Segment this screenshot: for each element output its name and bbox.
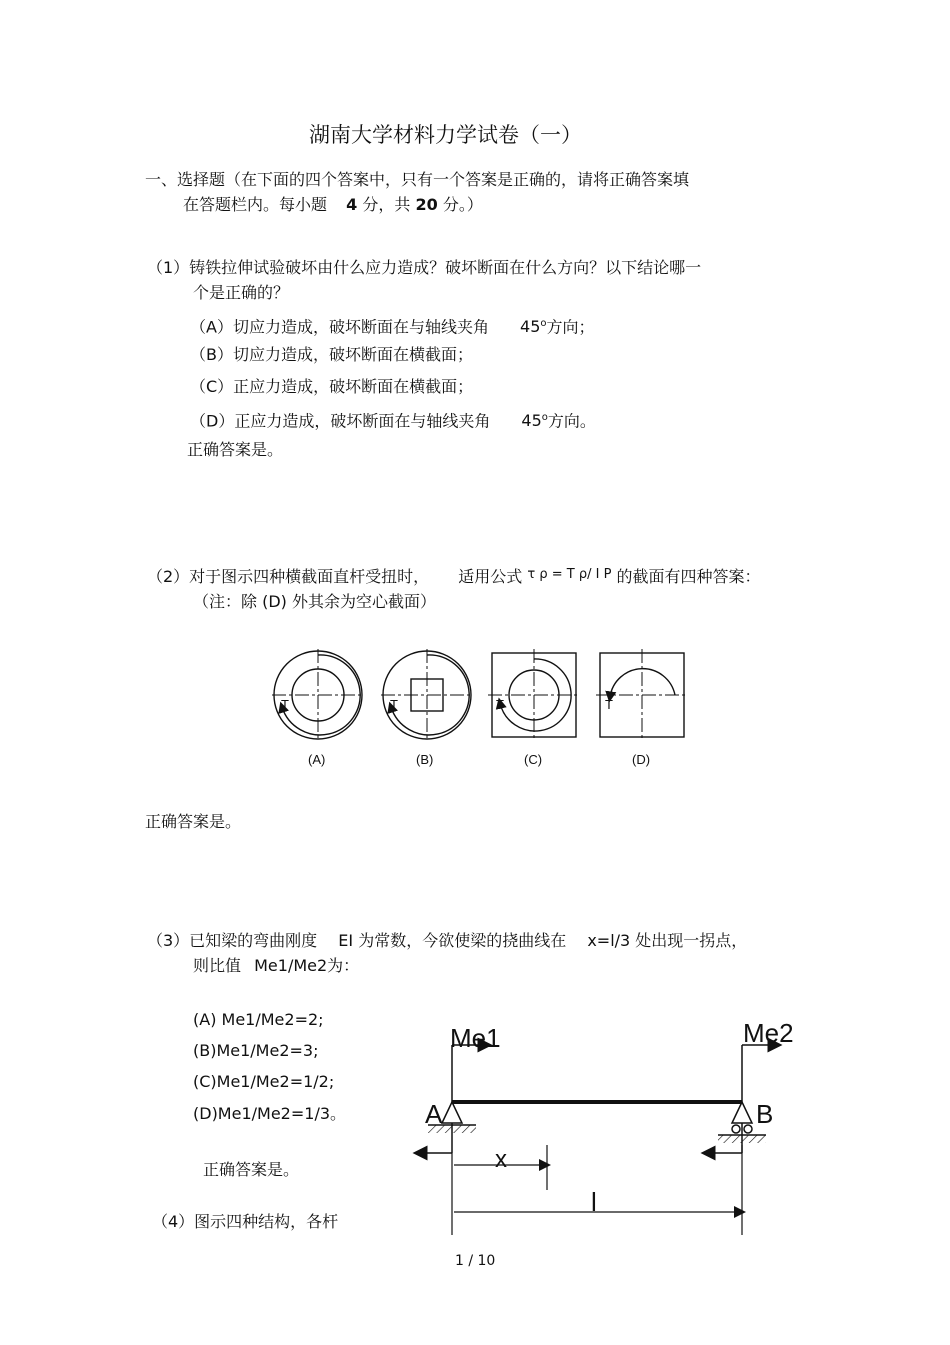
q1-stem-line2: 个是正确的？	[193, 283, 290, 302]
q1-answer: 正确答案是。	[187, 440, 284, 459]
torsion-formula: τ ρ = T ρ/ I P	[527, 567, 612, 582]
text: （A）切应力造成，破坏断面在与轴线夹角	[190, 317, 489, 337]
q2-note: （注：除 (D) 外其余为空心截面）	[193, 592, 436, 611]
text: （3）已知梁的弯曲刚度	[147, 931, 318, 950]
q3-option-b: (B)Me1/Me2=3;	[193, 1041, 319, 1060]
text: 方向；	[546, 317, 595, 337]
q1-stem: （1）铸铁拉伸试验破坏由什么应力造成？破坏断面在什么方向？以下结论哪一	[147, 258, 702, 277]
q1-option-a	[190, 314, 595, 337]
section-heading: 一、选择题（在下面的四个答案中，只有一个答案是正确的，请将正确答案填	[145, 170, 690, 189]
q3-stem-line2	[193, 956, 359, 976]
x-position: x=l/3	[587, 931, 631, 950]
torque-label: T	[496, 697, 504, 712]
q3-option-c: (C)Me1/Me2=1/2;	[193, 1072, 335, 1091]
q3-answer: 正确答案是。	[203, 1160, 300, 1179]
text: 的截面有四种答案：	[616, 567, 761, 586]
ratio: Me1/Me2	[254, 956, 328, 975]
text: 为：	[327, 956, 360, 975]
me2-label: Me2	[743, 1018, 794, 1048]
me1-label: Me1	[450, 1023, 501, 1053]
torque-label: T	[605, 697, 613, 712]
x-label: x	[495, 1146, 507, 1173]
angle: 45	[521, 411, 542, 431]
degree: o	[540, 318, 547, 329]
ei-symbol: EI	[338, 931, 354, 950]
q3-option-a: (A) Me1/Me2=2;	[193, 1010, 324, 1029]
section-b-diagram	[381, 649, 473, 741]
page-title: 湖南大学材料力学试卷（一）	[309, 123, 582, 147]
q1-option-c: （C）正应力造成，破坏断面在横截面；	[190, 377, 474, 396]
degree: o	[541, 412, 548, 423]
q1-option-d	[190, 408, 596, 431]
caption-c: (C)	[524, 752, 543, 767]
support-a-label: A	[425, 1099, 443, 1129]
points: 4	[346, 195, 358, 214]
text: 方向。	[547, 411, 596, 431]
l-label: l	[591, 1187, 597, 1217]
text: （2）对于图示四种横截面直杆受扭时，	[147, 567, 430, 586]
q3-stem	[147, 931, 747, 951]
caption-a: (A)	[308, 752, 326, 767]
cross-sections-figure	[270, 645, 700, 775]
section-a-diagram	[272, 649, 364, 741]
text: 适用公式	[458, 567, 523, 586]
q1-option-b: （B）切应力造成，破坏断面在横截面；	[190, 345, 473, 364]
section-d-diagram	[596, 649, 688, 741]
torque-label: T	[281, 697, 289, 712]
support-b-label: B	[756, 1099, 774, 1129]
text: 则比值	[193, 956, 242, 975]
text: 分。）	[442, 195, 483, 214]
caption-d: (D)	[632, 752, 651, 767]
angle: 45	[520, 317, 541, 337]
text: 为常数，今欲使梁的挠曲线在	[358, 931, 567, 950]
text: （D）正应力造成，破坏断面在与轴线夹角	[190, 411, 491, 431]
beam-figure	[410, 1015, 794, 1235]
q3-option-d: (D)Me1/Me2=1/3。	[193, 1104, 347, 1123]
torque-label: T	[390, 697, 398, 712]
section-c-diagram	[488, 649, 580, 741]
caption-b: (B)	[416, 752, 434, 767]
section-heading-line2	[183, 195, 483, 215]
total-points: 20	[415, 195, 438, 214]
page-number: 1 / 10	[455, 1253, 496, 1269]
q4-stem: （4）图示四种结构，各杆	[152, 1212, 339, 1231]
text: 分，共	[362, 195, 411, 214]
q2-answer: 正确答案是。	[145, 812, 242, 831]
text: 在答题栏内。每小题	[183, 195, 328, 214]
text: 处出现一拐点，	[635, 931, 748, 950]
q2-stem	[147, 567, 761, 589]
